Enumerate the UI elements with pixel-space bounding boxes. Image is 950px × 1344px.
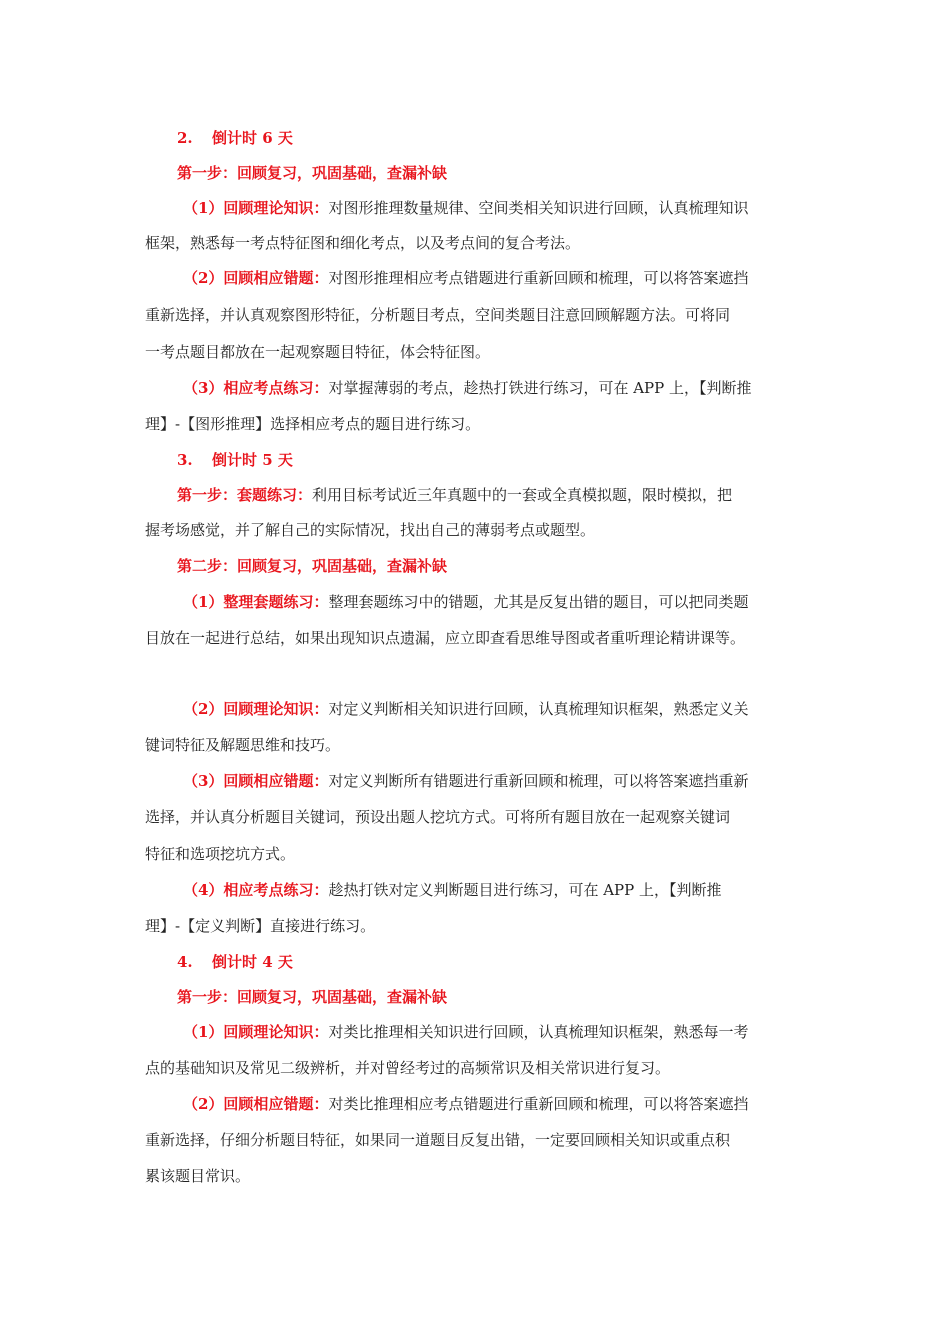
paragraph-line <box>0 1021 950 1043</box>
paragraph-line: 键词特征及解题思维和技巧。 <box>145 736 341 754</box>
section-title: 倒计时 4 天 <box>212 953 293 971</box>
paragraph-line: 特征和选项挖坑方式。 <box>145 845 296 863</box>
section-title: 倒计时 5 天 <box>212 451 293 469</box>
paragraph-line: 框架，熟悉每一考点特征图和细化考点，以及考点间的复合考法。 <box>145 234 581 252</box>
paragraph-line: 选择，并认真分析题目关键词，预设出题人挖坑方式。可将所有题目放在一起观察关键词 <box>145 808 731 826</box>
step-heading: 第二步：回顾复习，巩固基础，查漏补缺 <box>177 557 448 575</box>
paragraph-line <box>0 770 950 792</box>
section-heading <box>0 127 950 149</box>
paragraph-line: 累该题目常识。 <box>145 1167 251 1185</box>
section-title: 倒计时 6 天 <box>212 129 293 147</box>
section-number: 4. <box>177 953 193 971</box>
step-label: 第一步：套题练习： <box>177 486 313 504</box>
step-heading: 第一步：回顾复习，巩固基础，查漏补缺 <box>177 164 448 182</box>
paragraph-line <box>0 377 950 399</box>
item-text: 对类比推理相应考点错题进行重新回顾和梳理，可以将答案遮挡 <box>328 1095 749 1113</box>
item-label: （1）回顾理论知识： <box>183 199 329 217</box>
item-text: 对图形推理相应考点错题进行重新回顾和梳理，可以将答案遮挡 <box>328 269 749 287</box>
paragraph-line: 理】-【图形推理】选择相应考点的题目进行练习。 <box>145 415 481 433</box>
item-text: 对定义判断相关知识进行回顾，认真梳理知识框架，熟悉定义关 <box>328 700 749 718</box>
paragraph-line: 重新选择，并认真观察图形特征，分析题目考点，空间类题目注意回顾解题方法。可将同 <box>145 306 731 324</box>
paragraph-line: 点的基础知识及常见二级辨析，并对曾经考过的高频常识及相关常识进行复习。 <box>145 1059 671 1077</box>
paragraph-line <box>0 1093 950 1115</box>
item-text: 对类比推理相关知识进行回顾，认真梳理知识框架，熟悉每一考 <box>328 1023 749 1041</box>
paragraph-line <box>0 267 950 289</box>
section-heading <box>0 449 950 471</box>
item-label: （3）回顾相应错题： <box>183 772 329 790</box>
section-number: 2. <box>177 129 193 147</box>
paragraph-line <box>0 591 950 613</box>
step-text: 利用目标考试近三年真题中的一套或全真模拟题，限时模拟，把 <box>312 486 733 504</box>
item-label: （4）相应考点练习： <box>183 881 329 899</box>
item-label: （2）回顾相应错题： <box>183 269 329 287</box>
paragraph-line <box>0 698 950 720</box>
item-text: 趁热打铁对定义判断题目进行练习，可在 APP 上，【判断推 <box>328 881 722 899</box>
section-number: 3. <box>177 451 193 469</box>
paragraph-line: 重新选择，仔细分析题目特征，如果同一道题目反复出错，一定要回顾相关知识或重点积 <box>145 1131 731 1149</box>
paragraph-line: 握考场感觉，并了解自己的实际情况，找出自己的薄弱考点或题型。 <box>145 521 596 539</box>
step-heading: 第一步：回顾复习，巩固基础，查漏补缺 <box>177 988 448 1006</box>
item-label: （1）整理套题练习： <box>183 593 329 611</box>
item-label: （2）回顾相应错题： <box>183 1095 329 1113</box>
item-text: 对图形推理数量规律、空间类相关知识进行回顾，认真梳理知识 <box>328 199 749 217</box>
paragraph-line: 一考点题目都放在一起观察题目特征，体会特征图。 <box>145 343 491 361</box>
paragraph-line <box>0 197 950 219</box>
paragraph-line <box>0 484 950 506</box>
item-label: （1）回顾理论知识： <box>183 1023 329 1041</box>
item-text: 对定义判断所有错题进行重新回顾和梳理，可以将答案遮挡重新 <box>328 772 749 790</box>
paragraph-line: 理】-【定义判断】直接进行练习。 <box>145 917 376 935</box>
item-label: （2）回顾理论知识： <box>183 700 329 718</box>
item-label: （3）相应考点练习： <box>183 379 329 397</box>
item-text: 整理套题练习中的错题，尤其是反复出错的题目，可以把同类题 <box>328 593 749 611</box>
paragraph-line <box>0 879 950 901</box>
section-heading <box>0 951 950 973</box>
item-text: 对掌握薄弱的考点，趁热打铁进行练习，可在 APP 上，【判断推 <box>328 379 752 397</box>
paragraph-line: 目放在一起进行总结，如果出现知识点遗漏，应立即查看思维导图或者重听理论精讲课等。 <box>145 629 746 647</box>
